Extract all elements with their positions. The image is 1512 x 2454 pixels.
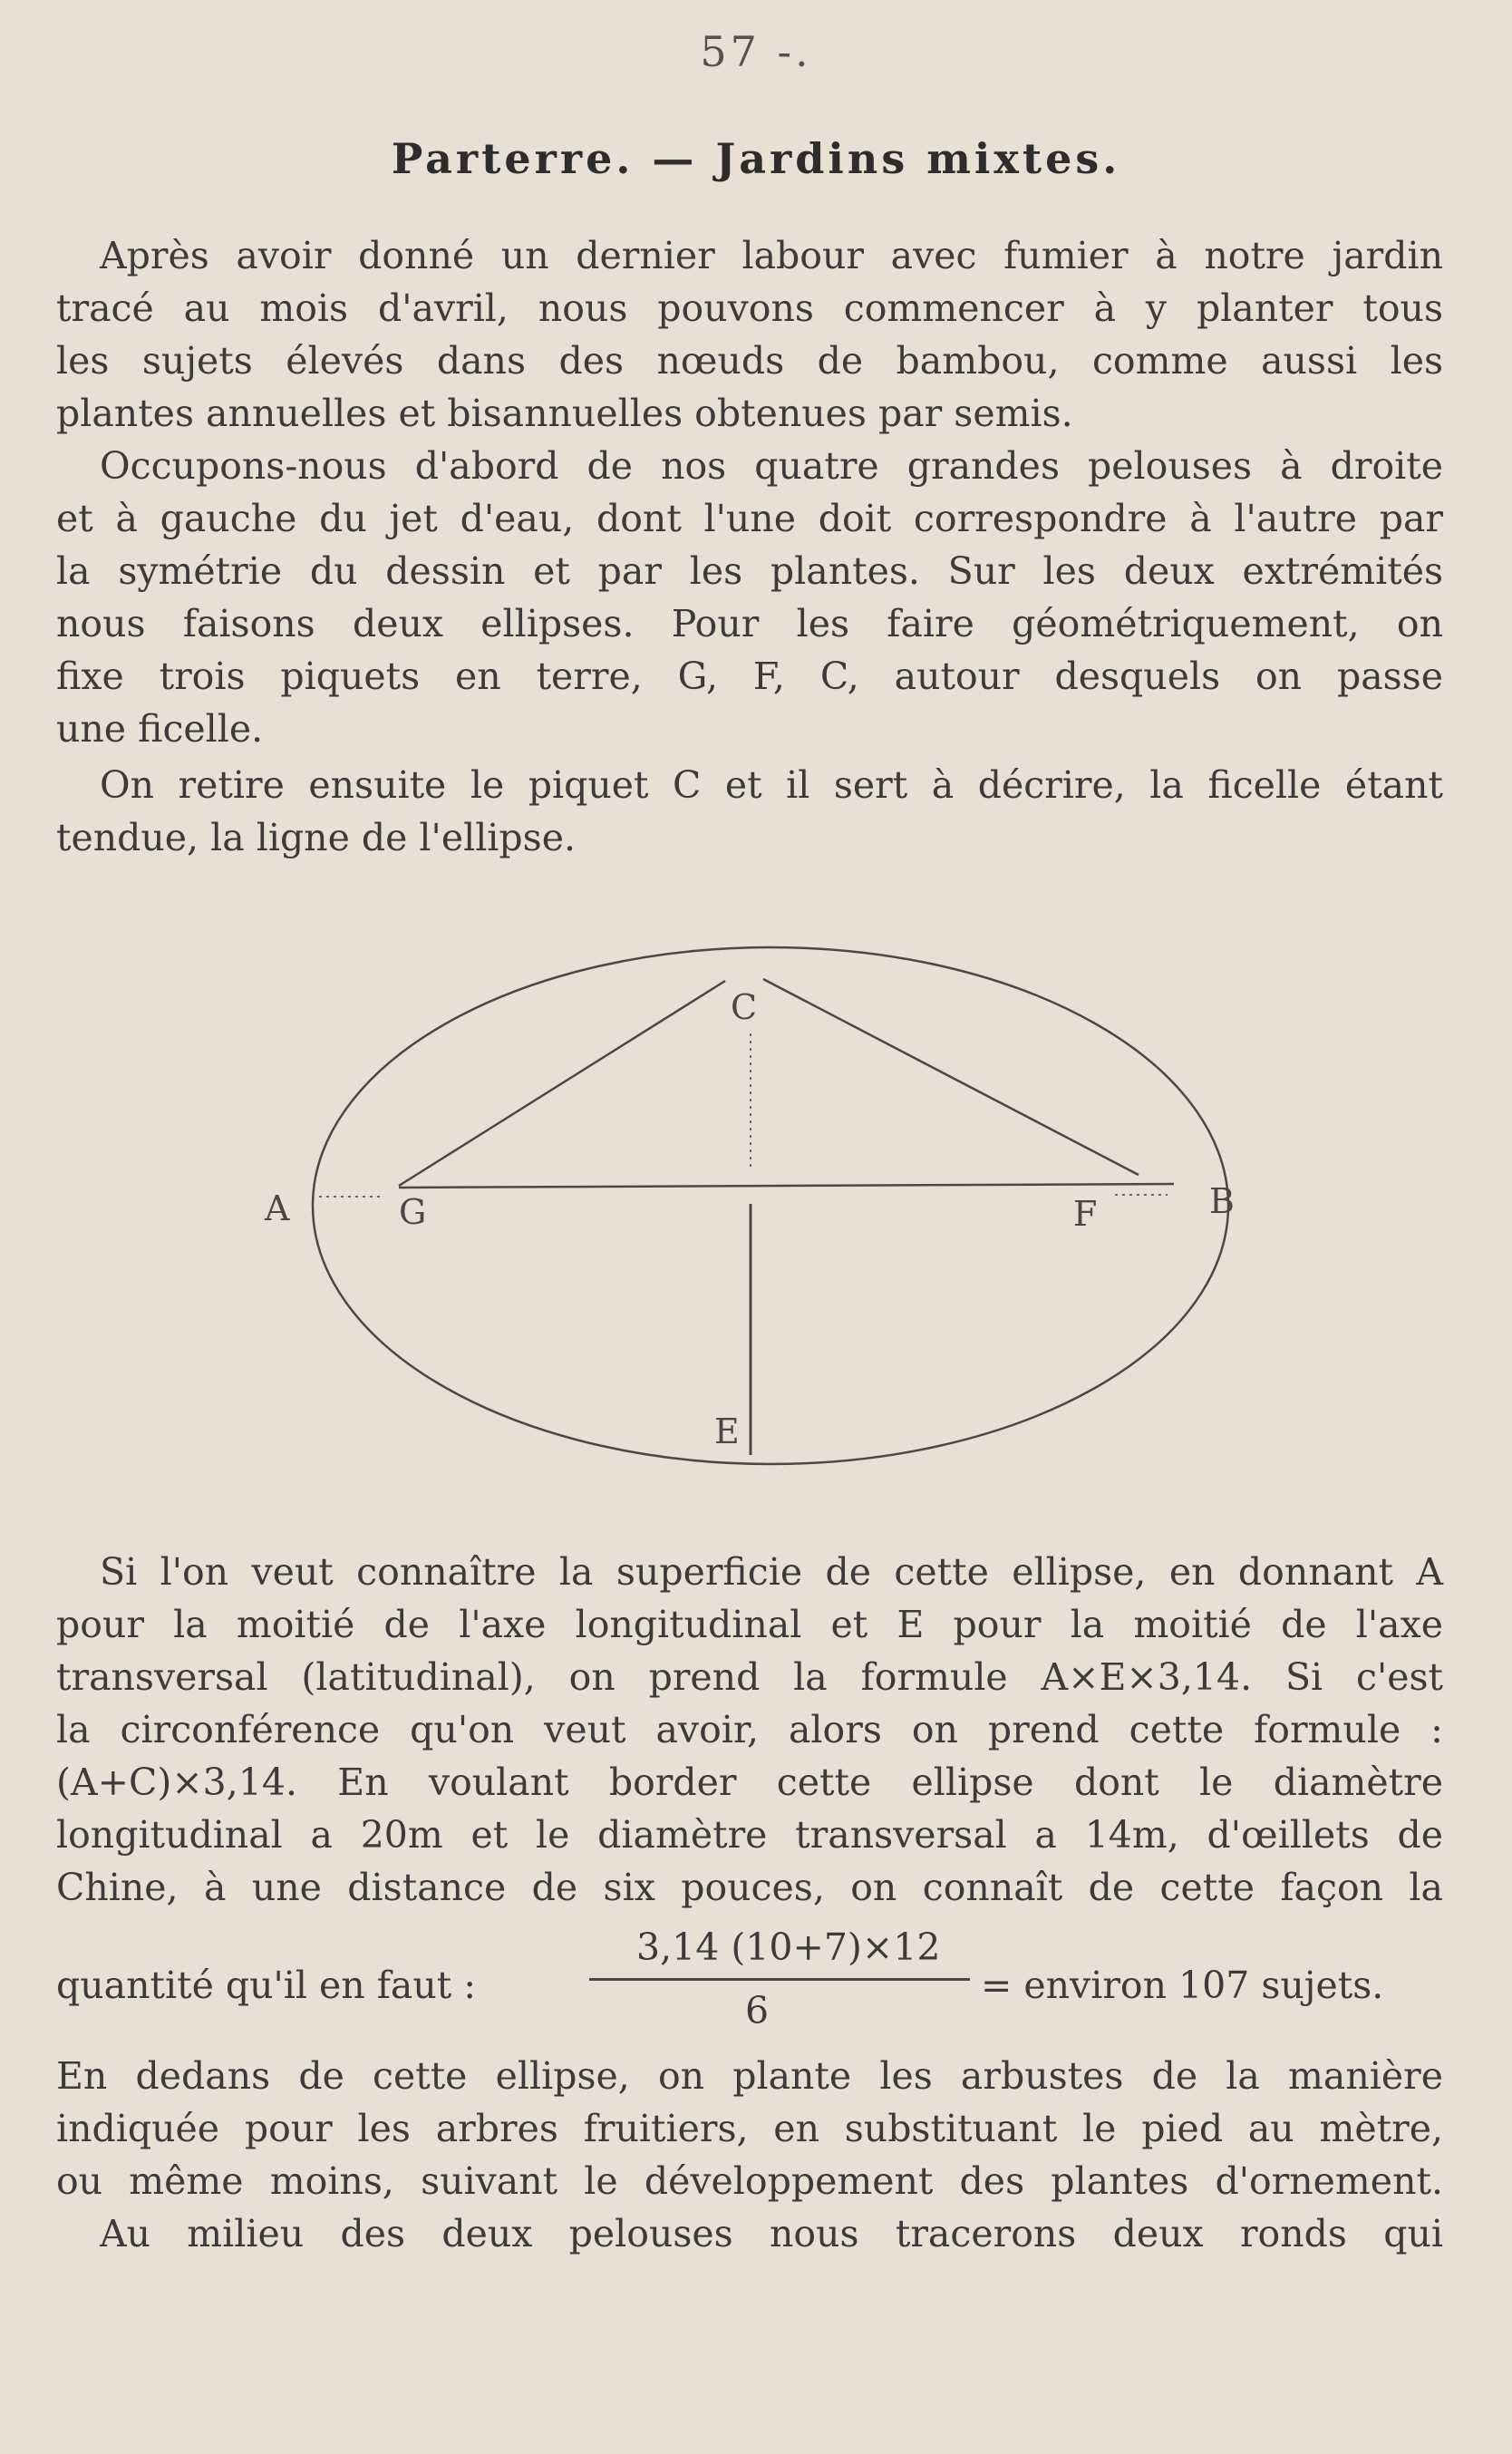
label-c: C <box>731 987 758 1027</box>
text-line: Après avoir donné un dernier labour avec fumier à notre jardin <box>100 234 1443 277</box>
text-line: les sujets élevés dans des nœuds de bambou, comme aussi les <box>56 339 1443 383</box>
label-a: A <box>265 1188 290 1228</box>
text-line: fixe trois piquets en terre, G, F, C, autour desquels on passe <box>56 655 1443 698</box>
section-heading: Parterre. — Jardins mixtes. <box>391 134 1121 183</box>
page-number: 57 -. <box>700 27 812 76</box>
text-line: pour la moitié de l'axe longitudinal et E pour la moitié de l'axe <box>56 1603 1443 1646</box>
text-line: Chine, à une distance de six pouces, on connaît de cette façon la <box>56 1866 1443 1909</box>
formula-quantity-text: quantité qu'il en faut : <box>56 1964 477 2007</box>
label-b: B <box>1209 1181 1235 1221</box>
label-e: E <box>714 1411 740 1451</box>
text-line: ou même moins, suivant le développement des plantes d'ornement. <box>56 2159 1443 2203</box>
text-line: tracé au mois d'avril, nous pouvons commencer à y planter tous <box>56 286 1443 330</box>
text-line: tendue, la ligne de l'ellipse. <box>56 816 576 859</box>
label-f: F <box>1073 1194 1098 1234</box>
text-line: la symétrie du dessin et par les plantes. Sur les deux extrémités <box>56 549 1443 593</box>
text-line: nous faisons deux ellipses. Pour les faire géométriquement, on <box>56 602 1443 645</box>
text-line: Occupons-nous d'abord de nos quatre grandes pelouses à droite <box>100 444 1443 488</box>
text-line: et à gauche du jet d'eau, dont l'une doit correspondre à l'autre par <box>56 497 1443 540</box>
string-line-c-f <box>763 979 1139 1175</box>
text-line: plantes annuelles et bisannuelles obtenues par semis. <box>56 392 1073 435</box>
text-line: (A+C)×3,14. En voulant border cette ellipse dont le diamètre <box>56 1760 1443 1804</box>
text-line: indiquée pour les arbres fruitiers, en substituant le pied au mètre, <box>56 2107 1443 2150</box>
text-line: En dedans de cette ellipse, on plante les arbustes de la manière <box>56 2054 1443 2098</box>
label-g: G <box>399 1192 427 1232</box>
text-line: Au milieu des deux pelouses nous tracerons deux ronds qui <box>100 2212 1443 2255</box>
text-line: On retire ensuite le piquet C et il sert à décrire, la ficelle étant <box>100 763 1443 807</box>
string-line-g-c <box>399 981 725 1186</box>
text-line: longitudinal a 20m et le diamètre transversal a 14m, d'œillets de <box>56 1813 1443 1857</box>
text-line: Si l'on veut connaître la superficie de cette ellipse, en donnant A <box>100 1550 1443 1594</box>
formula-numerator: 3,14 (10+7)×12 <box>636 1925 941 1969</box>
formula-result: = environ 107 sujets. <box>981 1964 1384 2007</box>
text-line: transversal (latitudinal), on prend la formule A×E×3,14. Si c'est <box>56 1655 1443 1699</box>
formula-denominator: 6 <box>745 1989 770 2032</box>
major-axis-line <box>399 1184 1174 1188</box>
text-line: la circonférence qu'on veut avoir, alors on prend cette formule : <box>56 1708 1443 1751</box>
formula-fraction-bar <box>589 1978 970 1981</box>
formula <box>56 1925 1443 2047</box>
text-line: une ficelle. <box>56 707 264 751</box>
